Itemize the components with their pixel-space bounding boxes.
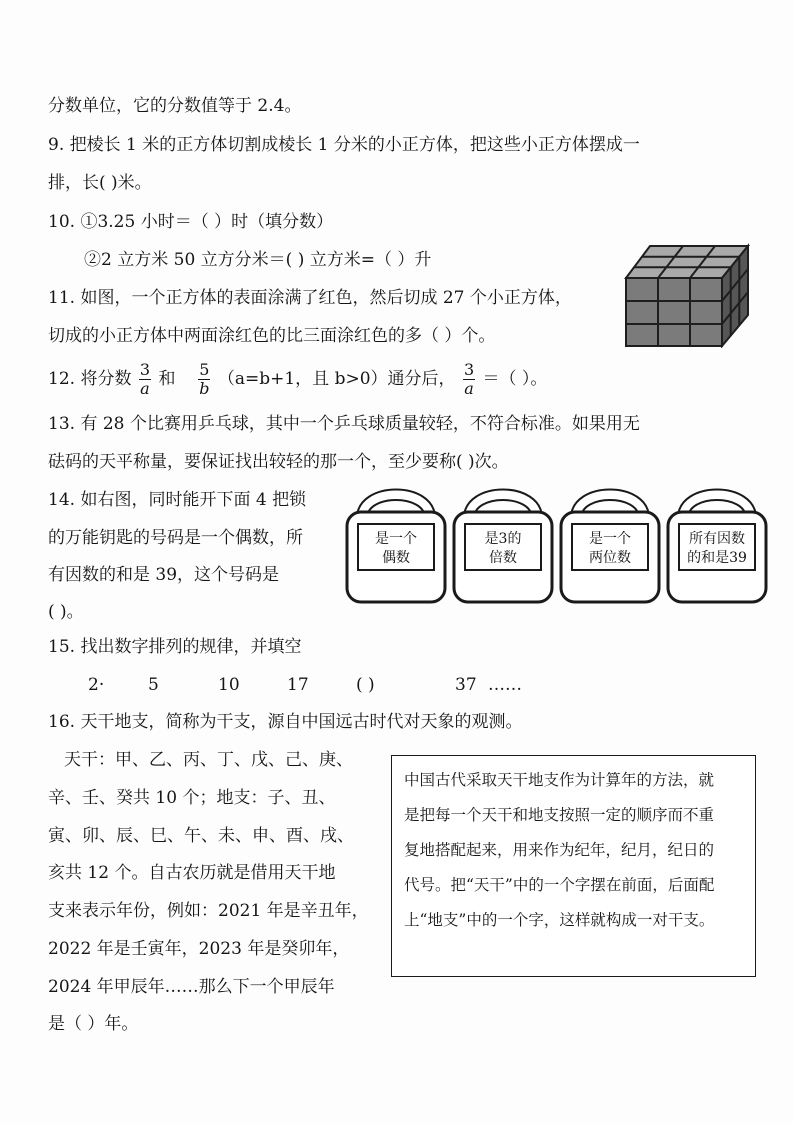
question-14-line-4: ( )。 (48, 602, 84, 622)
question-16-answer-line: 是（ ）年。 (48, 1014, 139, 1034)
padlock (454, 490, 552, 603)
question-16-text-line: 2022 年是壬寅年，2023 年是癸卯年， (48, 939, 350, 959)
padlock-condition-text: 是一个 (375, 531, 417, 547)
question-12-prefix: 12. 将分数 (48, 369, 132, 389)
question-16-text-line: 寅、卯、辰、巳、午、未、申、酉、戌、 (48, 826, 354, 846)
padlock-condition-text: 的和是39 (687, 550, 747, 566)
question-10-part-1: 10. ①3.25 小时＝（ ）时（填分数） (48, 212, 334, 232)
question-13-line-2: 砝码的天平称量，要保证找出较轻的那一个，至少要称( )次。 (48, 452, 509, 472)
question-13-line-1: 13. 有 28 个比赛用乒乓球，其中一个乒乓球质量较轻，不符合标准。如果用无 (48, 414, 640, 434)
cube-figure (624, 243, 750, 348)
question-16-text-line: 辛、壬、癸共 10 个；地支：子、丑、 (48, 788, 336, 808)
sequence-term: 5 (148, 675, 159, 695)
fraction-denominator: a (140, 379, 150, 398)
info-box-line: 上“地支”中的一个字，这样就构成一对干支。 (404, 911, 715, 929)
question-12-condition: （a=b+1，且 b>0）通分后， (217, 369, 456, 389)
question-9-line-1: 9. 把棱长 1 米的正方体切割成棱长 1 分米的小正方体，把这些小正方体摆成一 (48, 135, 640, 155)
ganzhi-info-box (391, 755, 756, 977)
padlocks-figure (343, 478, 775, 608)
fraction-numerator: 3 (139, 360, 151, 379)
question-14-line-1: 14. 如右图，同时能开下面 4 把锁 (48, 490, 307, 510)
sequence-term: 17 (287, 675, 309, 695)
question-12-answer-blank: ＝（ ）。 (482, 369, 548, 389)
question-12 (48, 358, 547, 400)
padlock-condition-text: 偶数 (382, 550, 410, 566)
fraction-numerator: 5 (199, 360, 210, 379)
question-16-text-line: 2024 年甲辰年……那么下一个甲辰年 (48, 977, 335, 997)
continued-text: 分数单位，它的分数值等于 2.4。 (48, 96, 302, 116)
question-12-and: 和 (158, 369, 176, 389)
info-box-line: 中国古代采取天干地支作为计算年的方法，就 (404, 771, 715, 789)
fraction-denominator: b (199, 379, 210, 398)
sequence-term: 2· (88, 675, 105, 695)
padlock-condition-text: 是3的 (484, 531, 522, 547)
info-box-line: 代号。把“天干”中的一个字摆在前面，后面配 (404, 876, 715, 894)
question-14-line-2: 的万能钥匙的号码是一个偶数，所 (48, 528, 303, 548)
sequence-term: 10 (218, 675, 240, 695)
info-box-line: 复地搭配起来，用来作为纪年，纪月，纪日的 (404, 841, 715, 859)
question-11-line-1: 11. 如图，一个正方体的表面涂满了红色，然后切成 27 个小正方体， (48, 288, 572, 308)
padlock-condition-text: 倍数 (489, 550, 517, 566)
question-16-text-line: 亥共 12 个。自古农历就是借用天干地 (48, 863, 336, 883)
question-14-line-3: 有因数的和是 39，这个号码是 (48, 565, 280, 585)
question-11-line-2: 切成的小正方体中两面涂红色的比三面涂红色的多（ ）个。 (48, 326, 496, 346)
padlock-condition-text: 是一个 (589, 531, 631, 547)
padlock (561, 490, 659, 603)
fraction-denominator: a (464, 379, 474, 398)
fraction-numerator: 3 (463, 360, 475, 379)
fraction-5-over-b (198, 362, 210, 397)
padlock-condition-text: 所有因数 (689, 531, 745, 547)
sequence-answer-blank: ( ) (356, 675, 375, 695)
question-15: 15. 找出数字排列的规律，并填空 (48, 637, 302, 657)
number-sequence (0, 674, 794, 696)
padlock (347, 490, 445, 603)
fraction-3-over-a (463, 362, 475, 397)
question-9-line-2: 排，长( )米。 (48, 173, 152, 193)
question-10-part-2: ②2 立方米 50 立方分米＝( ) 立方米=（ ）升 (84, 250, 432, 270)
question-16-text-line: 天干：甲、乙、丙、丁、戊、己、庚、 (64, 750, 353, 770)
sequence-ellipsis: …… (488, 675, 522, 695)
padlock-condition-text: 两位数 (589, 550, 631, 566)
padlock (668, 490, 766, 603)
question-16-intro: 16. 天干地支，简称为干支，源自中国远古时代对天象的观测。 (48, 712, 523, 732)
sequence-term: 37 (455, 675, 477, 695)
fraction-3-over-a (139, 362, 151, 397)
info-box-line: 是把每一个天干和地支按照一定的顺序而不重 (404, 806, 715, 824)
question-16-text-line: 支来表示年份，例如：2021 年是辛丑年， (48, 901, 369, 921)
